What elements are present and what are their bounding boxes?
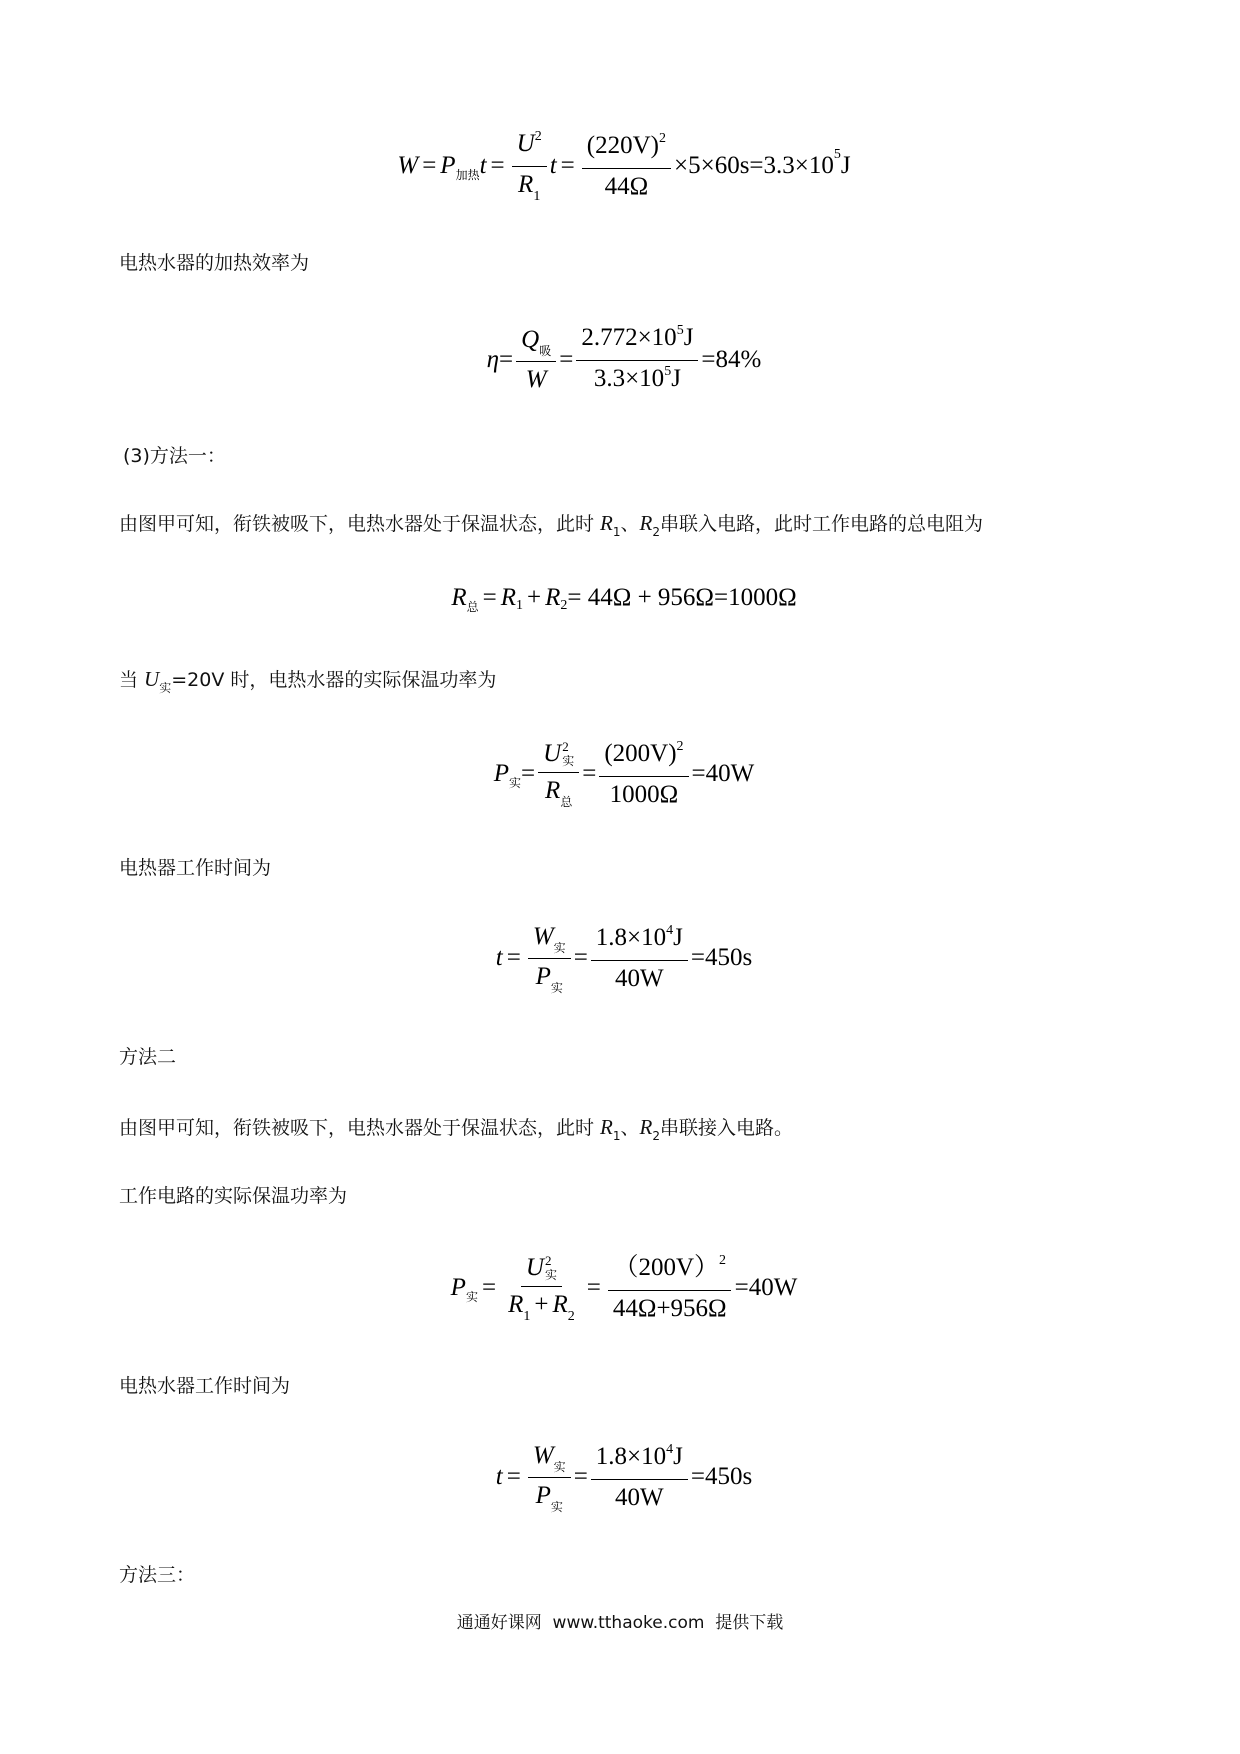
numerator [599,738,688,777]
eq-symbol: P [535,1481,551,1509]
fraction [591,1441,688,1514]
denominator [600,169,654,203]
subscript: 实 [465,1289,478,1304]
fraction [591,922,688,995]
numerator [528,1440,571,1478]
numerator [512,128,547,167]
superscript: 2 [659,130,666,146]
eq-value: 44Ω [604,172,649,200]
superscript: 5 [676,322,684,338]
eq-symbol: R [451,584,467,611]
total-resistance-equation [0,560,1240,636]
denominator [610,961,669,995]
eq-symbol: R [545,777,561,804]
fraction [503,1252,580,1325]
eq-value: ×5×60s=3.3×10 [674,152,834,179]
denominator [513,167,545,205]
eq-symbol: R [508,1290,524,1318]
paragraph-text: 串联接入电路。 [660,1117,794,1139]
eq-value: 2.772×10 [581,323,677,351]
eq-unit: J [671,364,681,392]
eq-symbol: U [543,740,562,767]
eq-symbol: R [518,170,534,198]
eq-symbol: W [525,366,547,393]
eq-unit: J [673,923,683,951]
superscript: 5 [833,147,841,162]
numerator [582,130,671,169]
subscript: 1 [533,188,541,204]
time-equation-1 [0,920,1240,996]
superscript: 5 [664,363,672,379]
eq-operator: = [506,944,521,971]
eq-symbol: U [516,129,535,157]
separator: 、 [620,513,640,535]
paragraph-actual-voltage [119,664,496,694]
superscript: 2 [719,1252,727,1268]
eq-symbol: t [495,944,503,971]
subscript: 实 [553,1459,566,1474]
eq-operator: = [560,152,575,179]
eq-symbol: W [397,152,419,179]
eq-operator: = [559,346,574,373]
eq-value: = 44Ω + 956Ω=1000Ω [567,584,797,611]
paragraph-text: =20V 时，电热水器的实际保温功率为 [171,669,497,691]
resistor-symbol: R [600,1115,613,1139]
eq-symbol: R [552,1290,568,1318]
eq-value: =450s [690,944,753,971]
subscript: 2 [567,1308,575,1324]
method3-heading: 方法三： [119,1564,196,1586]
paragraph-series-circuit-2 [119,1112,793,1142]
actual-power-equation [0,736,1240,812]
fraction [608,1252,732,1325]
eq-symbol: W [532,1441,554,1469]
eq-symbol: t [479,152,487,179]
paragraph-text: 由图甲可知，衔铁被吸下，电热水器处于保温状态，此时 [119,1117,601,1139]
eq-operator: = [582,760,597,787]
subscript: 1 [516,598,523,613]
fraction [528,1440,571,1515]
eq-value: 40W [615,964,664,992]
numerator [591,1441,688,1480]
eq-operator: = [490,152,505,179]
voltage-symbol: U [144,667,160,691]
separator: 、 [620,1117,640,1139]
fraction [528,921,571,996]
paragraph-text: 当 [119,669,145,691]
paragraph-series-circuit [119,508,983,538]
subscript: 1 [612,525,621,539]
eq-symbol: W [532,922,554,950]
eq-value: 44Ω+956Ω [612,1294,727,1322]
eq-value: =40W [691,760,755,787]
eq-value: 40W [615,1483,664,1511]
denominator [608,1291,732,1325]
fraction [512,128,547,205]
eq-symbol: P [535,962,551,990]
time-intro-1: 电热器工作时间为 [119,857,272,879]
denominator [531,959,568,996]
numerator [576,322,698,361]
method2-heading: 方法二 [119,1046,177,1068]
eq-operator: = [482,584,497,611]
subscript: 实 [550,980,563,995]
subscript: 实 [509,775,522,790]
eq-unit: J [840,152,851,179]
time-equation-2 [0,1439,1240,1515]
subscript: 2 [560,598,568,613]
efficiency-intro: 电热水器的加热效率为 [119,252,310,274]
eq-operator: = [573,1463,588,1490]
eq-value: 1000Ω [609,780,679,808]
eq-unit: J [673,1442,683,1470]
numerator [538,738,579,773]
denominator [610,1480,669,1514]
subscript: 实 [159,681,172,695]
fraction [582,130,671,203]
subscript: 实 [544,1267,557,1282]
eq-value: =450s [690,1463,753,1490]
superscript: 2 [676,738,684,754]
denominator [521,362,552,396]
resistor-symbol: R [639,511,653,535]
eq-value: (200V) [604,739,677,767]
subscript: 吸 [539,344,552,358]
superscript: 4 [666,922,674,938]
subscript: 2 [652,1129,660,1143]
paragraph-text: 串联入电路，此时工作电路的总电阻为 [660,513,984,535]
fraction [538,738,579,810]
numerator [516,324,556,362]
eq-value: （200V） [613,1253,720,1281]
superscript: 2 [534,128,542,144]
numerator [521,1252,562,1287]
denominator [540,773,577,810]
sup-sub-stack [562,740,574,768]
denominator [589,361,686,399]
eq-symbol: η [486,346,500,373]
actual-power-equation-2 [0,1250,1240,1326]
eq-value: 1.8×10 [595,1442,667,1470]
eq-symbol: R [545,584,561,611]
numerator [528,921,571,959]
eq-operator: = [521,760,536,787]
numerator [608,1252,731,1291]
eq-unit: J [683,323,694,351]
subscript: 2 [652,525,660,539]
denominator [531,1478,568,1515]
subscript: 实 [550,1499,563,1514]
subscript: 总 [560,795,573,809]
eq-value: 1.8×10 [595,923,667,951]
sup-sub-stack [545,1254,557,1282]
subscript: 总 [466,599,479,614]
fraction [599,738,688,811]
superscript: 2 [562,739,569,755]
fraction [576,322,698,399]
eq-symbol: P [450,1274,466,1301]
eq-symbol: t [495,1463,503,1490]
eq-operator: = [499,346,514,373]
eq-operator: + [534,1290,549,1318]
numerator [591,922,688,961]
subscript: 1 [523,1308,531,1324]
energy-equation [0,128,1240,204]
eq-symbol: P [493,760,510,787]
eq-symbol: P [440,152,456,179]
efficiency-equation [0,322,1240,398]
denominator [503,1287,580,1325]
eq-symbol: Q [521,326,540,353]
subscript: 实 [553,940,566,955]
eq-operator: = [573,944,588,971]
subscript: 实 [562,754,575,769]
subscript: 1 [612,1129,621,1143]
denominator [605,777,684,811]
method1-heading: (3)方法一： [123,445,226,467]
paragraph-actual-power: 工作电路的实际保温功率为 [119,1185,348,1207]
eq-operator: = [506,1463,521,1490]
page-footer: 通通好课网 www.tthaoke.com 提供下载 [456,1613,784,1633]
eq-value: (220V) [586,131,659,159]
superscript: 4 [666,1441,674,1457]
resistor-symbol: R [639,1115,653,1139]
resistor-symbol: R [600,511,613,535]
eq-symbol: t [549,152,557,179]
eq-operator: = [586,1274,601,1301]
superscript: 2 [544,1252,552,1268]
eq-symbol: U [525,1253,544,1281]
eq-operator: + [527,584,542,611]
subscript: 加热 [455,167,480,182]
eq-operator: = [481,1274,497,1301]
time-intro-2: 电热水器工作时间为 [119,1375,291,1397]
eq-symbol: R [500,584,516,611]
eq-value: =40W [734,1274,798,1301]
eq-value: 3.3×10 [593,364,665,392]
paragraph-text: 由图甲可知，衔铁被吸下，电热水器处于保温状态，此时 [119,513,601,535]
eq-operator: = [422,152,437,179]
eq-value: =84% [701,346,762,373]
fraction [516,324,556,396]
